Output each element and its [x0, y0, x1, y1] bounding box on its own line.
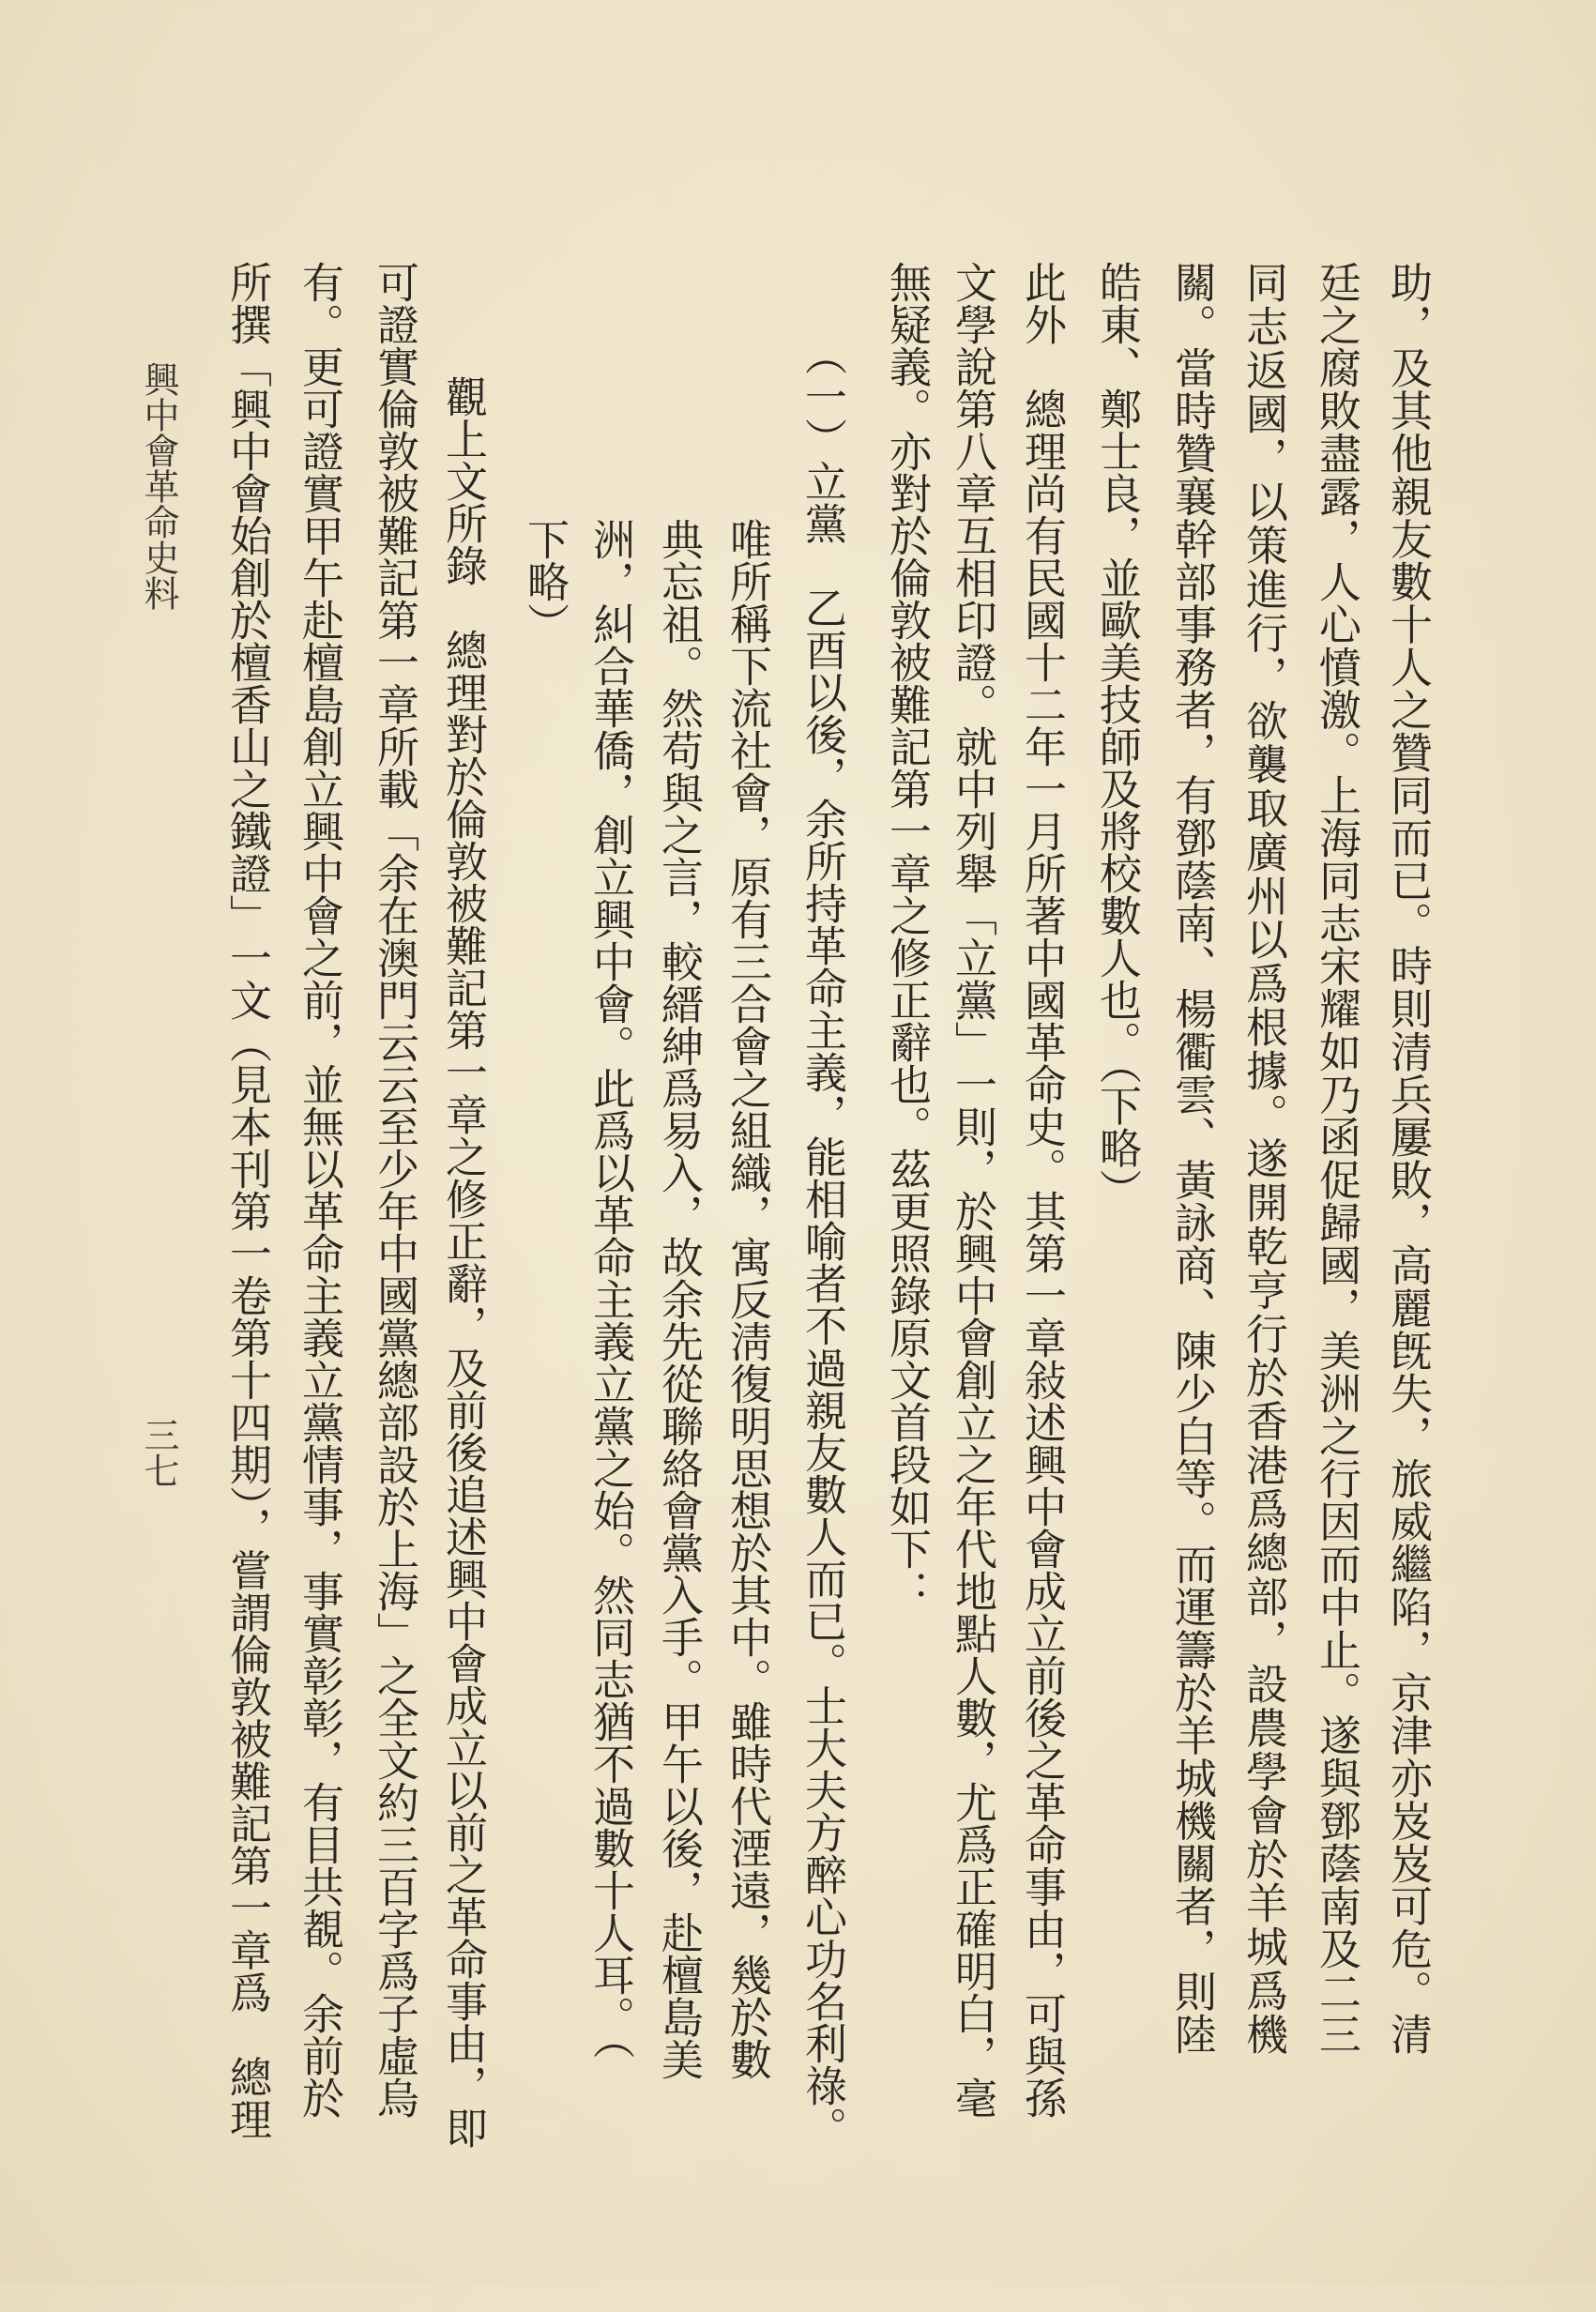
text-column: 此外 總理尚有民國十二年一月所著中國革命史。其第一章敍述興中會成立前後之革命事由，可與孫: [1017, 261, 1067, 2119]
quoted-text-column: 洲，糾合華僑，創立興中會。此爲以革命主義立黨之始。然同志猶不過數十人耳。（: [585, 518, 635, 2060]
page-number: 三七: [138, 1417, 179, 1488]
text-column: 皓東、鄭士良，並歐美技師及將校數人也。（下略）: [1092, 261, 1142, 1211]
text-column: 文學說第八章互相印證。就中列舉「立黨」一則，於興中會創立之年代地點人數，尤爲正確明白，毫: [948, 261, 997, 2119]
quoted-text-column: 典忘祖。然苟與之言，較縉紳爲易入，故余先從聯絡會黨入手。甲午以後，赴檀島美: [654, 518, 704, 2080]
quoted-text-column: 下略）: [520, 518, 570, 645]
text-column: 助，及其他親友數十人之贊同而已。時則清兵屢敗，高麗旣失，旅威繼陷，京津亦岌岌可危。清: [1383, 261, 1433, 2055]
text-column: 關。當時贊襄幹部事務者，有鄧蔭南、楊衢雲、黃詠商、陳少白等。而運籌於羊城機關者，則陸: [1167, 261, 1217, 2055]
quoted-text-column: 唯所稱下流社會，原有三合會之組織，寓反淸復明思想於其中。雖時代湮遠，幾於數: [722, 518, 772, 2080]
text-column: 所撰「興中會始創於檀香山之鐵證」一文（見本刊第一卷第十四期），嘗謂倫敦被難記第一章爲 總理: [222, 261, 272, 2140]
text-column: 觀上文所錄 總理對於倫敦被難記第一章之修正辭，及前後追述興中會成立以前之革命事由，即: [438, 375, 488, 2149]
text-column: 可證實倫敦被難記第一章所載「余在澳門云云至少年中國黨總部設於上海」之全文約三百字爲子虛烏: [370, 261, 419, 2119]
text-column: 廷之腐敗盡露，人心憤激。上海同志宋耀如乃函促歸國，美洲之行因而中止。遂與鄧蔭南及二三: [1312, 261, 1361, 2055]
running-title: 興中會革命史料: [138, 361, 179, 611]
text-column: 同志返國，以策進行，欲襲取廣州以爲根據。遂開乾亨行於香港爲總部，設農學會於羊城爲機: [1239, 261, 1288, 2055]
text-column: 有。更可證實甲午赴檀島創立興中會之前，並無以革命主義立黨情事，事實彰彰，有目共覩。余前於: [295, 261, 344, 2119]
quoted-text-column: （一）立黨 乙酉以後，余所持革命主義，能相喻者不過親友數人而已。士大夫方醉心功名利祿。: [798, 333, 847, 2149]
text-column: 無疑義。亦對於倫敦被難記第一章之修正辭也。茲更照錄原文首段如下：: [882, 261, 932, 1612]
